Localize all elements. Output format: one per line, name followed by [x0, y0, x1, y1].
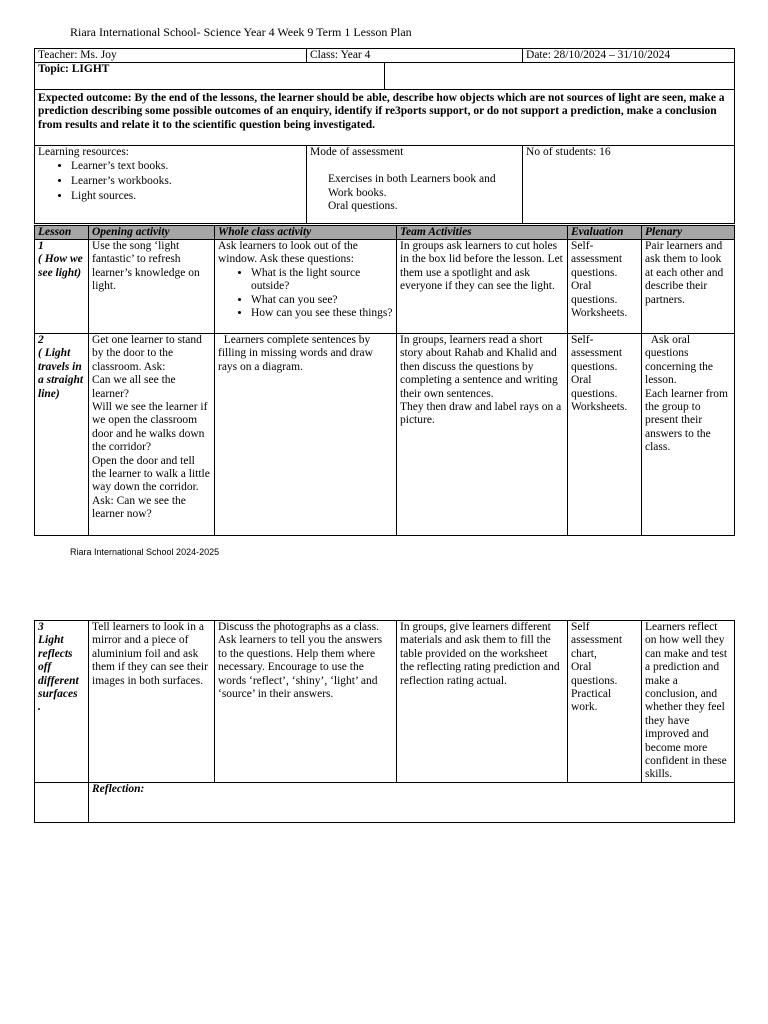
topic-cell: Topic: LIGHT — [35, 63, 385, 90]
lesson-cell: 3 Light reflects off different surfaces . — [35, 621, 89, 783]
table-row — [35, 621, 735, 783]
whole-class-cell — [215, 240, 397, 334]
teacher-cell: Teacher: Ms. Joy — [35, 49, 307, 63]
col-header: Evaluation — [568, 226, 642, 240]
reflection-row — [35, 782, 735, 822]
lesson-cell: 1 ( How we see light) — [35, 240, 89, 334]
resources-list — [38, 159, 303, 204]
team-cell: In groups ask learners to cut holes in the box lid before the lesson. Let them use a spotlight and ask everyone if they can see the light. — [397, 240, 568, 334]
lesson-cell: 2 ( Light travels in a straight line) — [35, 334, 89, 536]
lesson-table — [34, 225, 735, 536]
opening-cell: Use the song ‘light fantastic’ to refresh learner’s knowledge on light. — [89, 240, 215, 334]
assessment-line: Oral questions. — [328, 200, 398, 213]
col-header: Lesson — [35, 226, 89, 240]
topic-empty-cell — [385, 63, 735, 90]
learning-resources-cell — [35, 146, 307, 224]
question-item: • What is the light source outside? — [251, 267, 393, 294]
expected-outcome: Expected outcome: By the end of the lessons, the learner should be able, describe how objects which are not sources of light are seen, make a prediction describing some possible outcomes of an enquiry, identify if re3ports support, or do not support a prediction, make a conclusion from results and relate it to the scientific question being investigated. — [35, 90, 735, 146]
page-footer: Riara International School 2024-2025 — [70, 547, 220, 557]
document-title: Riara International School- Science Year 4 Week 9 Term 1 Lesson Plan — [70, 25, 412, 39]
assessment-cell — [307, 146, 523, 224]
resource-item: • Learner’s text books. — [71, 159, 303, 174]
plenary-cell: Pair learners and ask them to look at each other and describe their partners. — [642, 240, 735, 334]
table-row — [35, 334, 735, 536]
col-header: Team Activities — [397, 226, 568, 240]
assessment-line: Work books. — [328, 186, 387, 199]
team-cell: In groups, learners read a short story about Rahab and Khalid and then discuss the questions by completing a sentence and writing their own sentences. They then draw and label rays on a picture. — [397, 334, 568, 536]
plenary-cell: Ask oral questions concerning the lesson. Each learner from the group to present their answers to the class. — [642, 334, 735, 536]
resource-item: • Light sources. — [71, 189, 303, 204]
col-header: Opening activity — [89, 226, 215, 240]
reflection-empty-cell — [35, 782, 89, 822]
table-header-row — [35, 226, 735, 240]
students-cell: No of students: 16 — [523, 146, 735, 224]
team-cell: In groups, give learners different materials and ask them to fill the table provided on the worksheet the reflecting rating prediction and reflection rating actual. — [397, 621, 568, 783]
whole-class-questions — [218, 267, 393, 321]
class-cell: Class: Year 4 — [307, 49, 523, 63]
reflection-cell: Reflection: — [89, 782, 735, 822]
opening-cell: Tell learners to look in a mirror and a piece of aluminium foil and ask them if they can see their images in both surfaces. — [89, 621, 215, 783]
resource-item: • Learner’s workbooks. — [71, 174, 303, 189]
assessment-line: Exercises in both Learners book and — [328, 173, 496, 186]
evaluation-cell: Self assessment chart, Oral questions. Practical work. — [568, 621, 642, 783]
date-cell: Date: 28/10/2024 – 31/10/2024 — [523, 49, 735, 63]
question-item: • What can you see? — [251, 294, 393, 307]
whole-class-intro: Ask learners to look out of the window. Ask these questions: — [218, 240, 358, 266]
header-table — [34, 48, 735, 224]
opening-cell: Get one learner to stand by the door to the classroom. Ask: Can we all see the learner? Will we see the learner if we open the classroom door and he walks down the corridor? Open the door and tell the learner to walk a little way down the corridor. Ask: Can we see the learner now? — [89, 334, 215, 536]
plenary-cell: Learners reflect on how well they can make and test a prediction and make a conclusion, and whether they feel they have improved and become more confident in these skills. — [642, 621, 735, 783]
col-header: Plenary — [642, 226, 735, 240]
resources-label: Learning resources: — [38, 146, 130, 158]
whole-class-cell: Learners complete sentences by filling in missing words and draw rays on a diagram. — [215, 334, 397, 536]
col-header: Whole class activity — [215, 226, 397, 240]
evaluation-cell: Self-assessment questions. Oral questions. Worksheets. — [568, 334, 642, 536]
evaluation-cell: Self-assessment questions. Oral questions. Worksheets. — [568, 240, 642, 334]
assessment-details — [310, 173, 519, 213]
whole-class-cell: Discuss the photographs as a class. Ask learners to tell you the answers to the questions. Help them where necessary. Encourage to use the words ‘reflect’, ‘shiny’, ‘light’ and ‘source’ in their answers. — [215, 621, 397, 783]
table-row — [35, 240, 735, 334]
assessment-label: Mode of assessment — [310, 146, 404, 158]
lesson-table-continued — [34, 620, 735, 823]
question-item: • How can you see these things? — [251, 307, 393, 320]
